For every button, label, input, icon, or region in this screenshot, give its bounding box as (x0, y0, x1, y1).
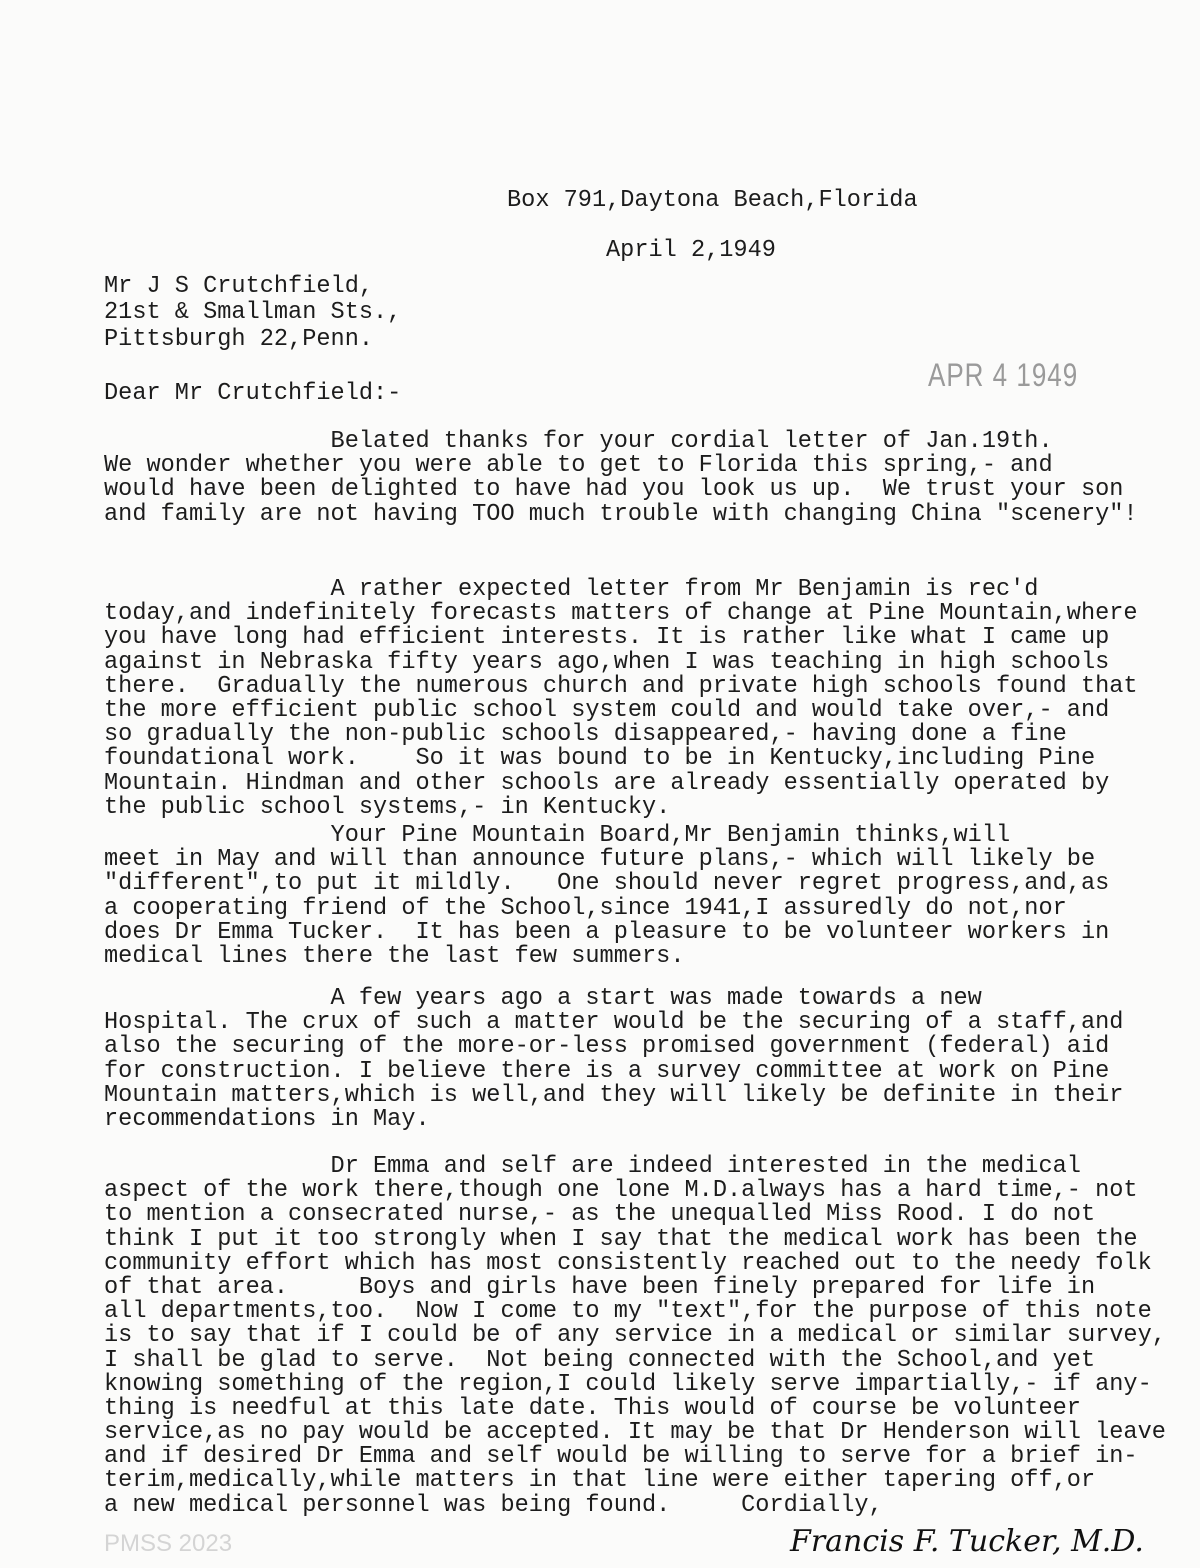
recipient-street: 21st & Smallman Sts., (104, 299, 402, 326)
sender-address: Box 791,Daytona Beach,Florida (507, 187, 918, 214)
text-line: "different",to put it mildly. One should never regret progress,and,as (104, 870, 1110, 898)
text-line: and family are not having TOO much trouble with changing China "scenery"! (104, 500, 1138, 528)
text-line: is to say that if I could be of any service in a medical or similar survey, (104, 1322, 1166, 1350)
paragraph-5 (104, 1155, 1166, 1518)
text-line: for construction. I believe there is a survey committee at work on Pine (104, 1057, 1110, 1085)
text-line: you have long had efficient interests. It is rather like what I came up (104, 624, 1110, 652)
text-line: and if desired Dr Emma and self would be willing to serve for a brief in- (104, 1443, 1138, 1471)
text-line: think I put it too strongly when I say that the medical work has been the (104, 1225, 1138, 1253)
text-line: so gradually the non-public schools disappeared,- having done a fine (104, 721, 1067, 749)
text-line: also the securing of the more-or-less promised government (federal) aid (104, 1033, 1110, 1061)
paragraph-2 (104, 578, 1138, 820)
text-line: community effort which has most consistently reached out to the needy folk (104, 1249, 1152, 1277)
archive-watermark: PMSS 2023 (104, 1530, 233, 1557)
recipient-city: Pittsburgh 22,Penn. (104, 326, 374, 353)
text-line: to mention a consecrated nurse,- as the unequalled Miss Rood. I do not (104, 1201, 1096, 1229)
received-date-stamp: APR 4 1949 (928, 356, 1079, 394)
paragraph-1 (104, 430, 1138, 527)
text-line: meet in May and will than announce future plans,- which will likely be (104, 846, 1096, 874)
handwritten-signature: Francis F. Tucker, M.D. (790, 1524, 1144, 1559)
text-line: recommendations in May. (104, 1105, 430, 1133)
text-line: the more efficient public school system could and would take over,- and (104, 696, 1110, 724)
salutation: Dear Mr Crutchfield:- (104, 380, 402, 407)
text-line: against in Nebraska fifty years ago,when I was teaching in high schools (104, 648, 1110, 676)
text-line: I shall be glad to serve. Not being connected with the School,and yet (104, 1346, 1096, 1374)
text-line: service,as no pay would be accepted. It may be that Dr Henderson will leave (104, 1419, 1166, 1447)
recipient-name: Mr J S Crutchfield, (104, 273, 374, 300)
text-line: Your Pine Mountain Board,Mr Benjamin thinks,will (104, 822, 1011, 849)
text-line: would have been delighted to have had you look us up. We trust your son (104, 476, 1124, 504)
text-line: there. Gradually the numerous church and private high schools found that (104, 672, 1138, 700)
text-line: Hospital. The crux of such a matter would be the securing of a staff,and (104, 1009, 1124, 1037)
text-line: Belated thanks for your cordial letter of Jan.19th. (104, 428, 1053, 455)
text-line: Dr Emma and self are indeed interested in the medical (104, 1153, 1081, 1180)
text-line: the public school systems,- in Kentucky. (104, 793, 671, 821)
text-line: does Dr Emma Tucker. It has been a pleasure to be volunteer workers in (104, 918, 1110, 946)
text-line: aspect of the work there,though one lone M.D.always has a hard time,- not (104, 1177, 1138, 1205)
text-line: We wonder whether you were able to get to Florida this spring,- and (104, 452, 1053, 480)
text-line: a cooperating friend of the School,since 1941,I assuredly do not,nor (104, 894, 1067, 922)
text-line: a new medical personnel was being found. Cordially, (104, 1491, 883, 1519)
text-line: Mountain. Hindman and other schools are already essentially operated by (104, 769, 1110, 797)
text-line: A rather expected letter from Mr Benjamin is rec'd (104, 576, 1039, 603)
letter-date: April 2,1949 (606, 237, 776, 264)
text-line: knowing something of the region,I could likely serve impartially,- if any- (104, 1370, 1152, 1398)
text-line: medical lines there the last few summers. (104, 942, 685, 970)
paragraph-3 (104, 824, 1109, 969)
text-line: thing is needful at this late date. This would of course be volunteer (104, 1394, 1081, 1422)
text-line: terim,medically,while matters in that line were either tapering off,or (104, 1467, 1096, 1495)
text-line: Mountain matters,which is well,and they will likely be definite in their (104, 1081, 1124, 1109)
paragraph-4 (104, 987, 1123, 1132)
text-line: today,and indefinitely forecasts matters of change at Pine Mountain,where (104, 600, 1138, 628)
text-line: of that area. Boys and girls have been finely prepared for life in (104, 1273, 1096, 1301)
text-line: A few years ago a start was made towards a new (104, 985, 982, 1012)
text-line: all departments,too. Now I come to my "text",for the purpose of this note (104, 1298, 1152, 1326)
text-line: foundational work. So it was bound to be in Kentucky,including Pine (104, 745, 1096, 773)
